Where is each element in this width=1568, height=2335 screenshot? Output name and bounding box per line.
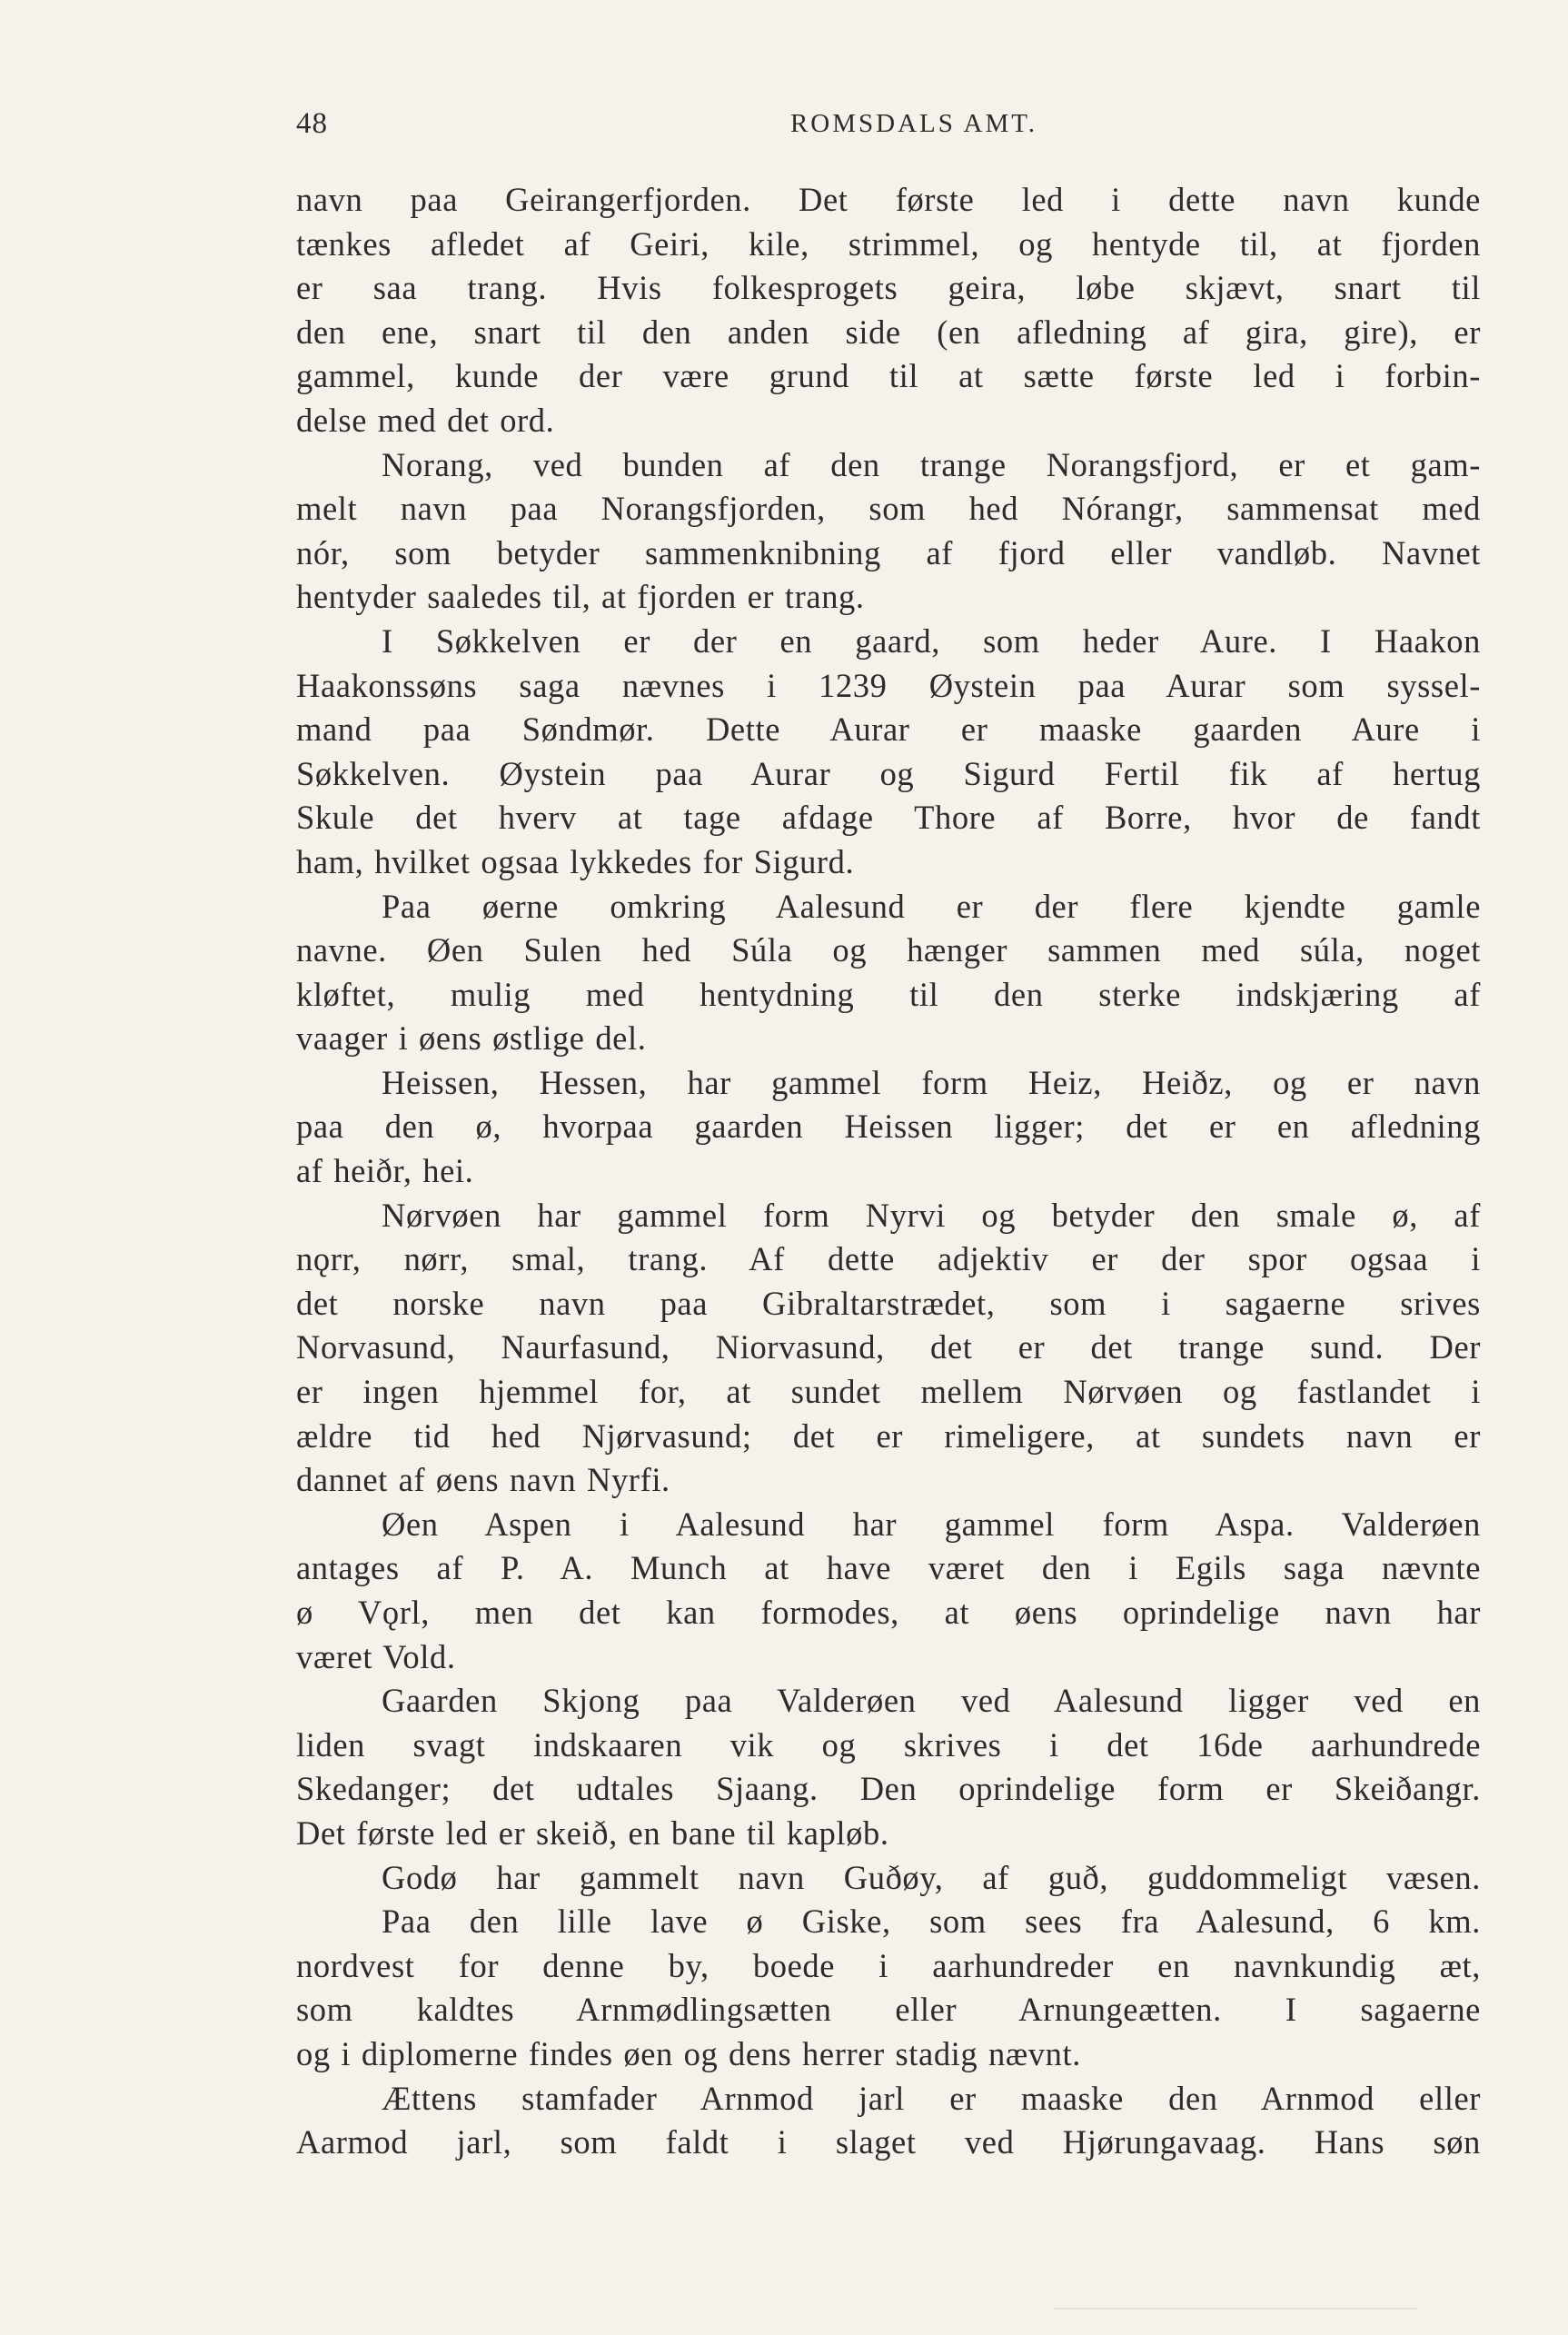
text-line: er saa trang. Hvis folkesprogets geira, løbe skjævt, snart til: [296, 269, 1481, 307]
body-text: [296, 178, 1481, 2165]
running-head: ROMSDALS AMT.: [789, 109, 1038, 138]
text-line: tænkes afledet af Geiri, kile, strimmel, og hentyde til, at fjorden: [296, 224, 1481, 263]
text-line: været Vold.: [296, 1637, 456, 1675]
text-line: Paa den lille lave ø Giske, som sees fra Aalesund, 6 km.: [382, 1903, 1481, 1941]
text-line: delse med det ord.: [296, 401, 555, 439]
text-line: nordvest for denne by, boede i aarhundreder en navnkundig æt,: [296, 1946, 1481, 1984]
text-line: gammel, kunde der være grund til at sætte første led i forbin-: [296, 357, 1481, 395]
text-line: det norske navn paa Gibraltarstrædet, som i sagaerne srives: [296, 1284, 1481, 1322]
text-line: nǫrr, nørr, smal, trang. Af dette adjektiv er der spor ogsaa i: [296, 1240, 1481, 1278]
text-line: Det første led er skeið, en bane til kapløb.: [296, 1813, 889, 1852]
text-line: Aarmod jarl, som faldt i slaget ved Hjørungavaag. Hans søn: [296, 2123, 1481, 2161]
text-line: Skule det hverv at tage afdage Thore af Borre, hvor de fandt: [296, 799, 1481, 837]
text-line: den ene, snart til den anden side (en afledning af gira, gire), er: [296, 313, 1481, 351]
text-line: paa den ø, hvorpaa gaarden Heissen ligger; det er en afledning: [296, 1108, 1481, 1146]
text-line: navne. Øen Sulen hed Súla og hænger sammen med súla, noget: [296, 931, 1481, 969]
text-line: ham, hvilket ogsaa lykkedes for Sigurd.: [296, 842, 855, 880]
text-line: Norvasund, Naurfasund, Niorvasund, det er det trange sund. Der: [296, 1328, 1481, 1366]
text-line: Øen Aspen i Aalesund har gammel form Aspa. Valderøen: [382, 1505, 1481, 1543]
page-number: 48: [296, 107, 328, 140]
text-line: Haakonssøns saga nævnes i 1239 Øystein paa Aurar som syssel-: [296, 666, 1481, 704]
text-line: af heiðr, hei.: [296, 1152, 474, 1190]
text-line: vaager i øens østlige del.: [296, 1019, 647, 1058]
text-line: Skedanger; det udtales Sjaang. Den oprindelige form er Skeiðangr.: [296, 1770, 1481, 1808]
text-line: Paa øerne omkring Aalesund er der flere kjendte gamle: [382, 887, 1481, 925]
text-line: dannet af øens navn Nyrfi.: [296, 1461, 670, 1499]
text-line: ø Vǫrl, men det kan formodes, at øens oprindelige navn har: [296, 1594, 1481, 1631]
page-header: [296, 107, 1477, 153]
text-line: Søkkelven. Øystein paa Aurar og Sigurd Fertil fik af hertug: [296, 754, 1481, 792]
text-line: mand paa Søndmør. Dette Aurar er maaske gaarden Aure i: [296, 710, 1481, 749]
text-line: melt navn paa Norangsfjorden, som hed Nórangr, sammensat med: [296, 490, 1481, 528]
text-line: ældre tid hed Njørvasund; det er rimeligere, at sundets navn er: [296, 1416, 1481, 1455]
text-line: Heissen, Hessen, har gammel form Heiz, Heiðz, og er navn: [382, 1063, 1481, 1101]
text-line: Godø har gammelt navn Guðøy, af guð, guddommeligt væsen.: [382, 1858, 1481, 1896]
text-line: hentyder saaledes til, at fjorden er trang.: [296, 578, 865, 616]
text-line: Nørvøen har gammel form Nyrvi og betyder den smale ø, af: [382, 1196, 1481, 1234]
text-line: antages af P. A. Munch at have været den i Egils saga nævnte: [296, 1549, 1481, 1587]
text-line: liden svagt indskaaren vik og skrives i det 16de aarhundrede: [296, 1725, 1481, 1764]
text-line: I Søkkelven er der en gaard, som heder Aure. I Haakon: [382, 621, 1481, 660]
text-line: som kaldtes Arnmødlingsætten eller Arnungeætten. I sagaerne: [296, 1991, 1481, 2029]
text-line: og i diplomerne findes øen og dens herrer stadig nævnt.: [296, 2034, 1081, 2072]
text-line: nór, som betyder sammenknibning af fjord eller vandløb. Navnet: [296, 533, 1481, 571]
text-line: Ættens stamfader Arnmod jarl er maaske den Arnmod eller: [382, 2079, 1481, 2117]
scan-edge-line: [1054, 2308, 1417, 2310]
text-line: navn paa Geirangerfjorden. Det første led i dette navn kunde: [296, 181, 1481, 218]
text-line: kløftet, mulig med hentydning til den sterke indskjæring af: [296, 975, 1481, 1013]
text-line: er ingen hjemmel for, at sundet mellem Nørvøen og fastlandet i: [296, 1373, 1481, 1411]
text-line: Gaarden Skjong paa Valderøen ved Aalesund ligger ved en: [382, 1682, 1481, 1720]
text-line: Norang, ved bunden af den trange Norangsfjord, er et gam-: [382, 445, 1481, 483]
